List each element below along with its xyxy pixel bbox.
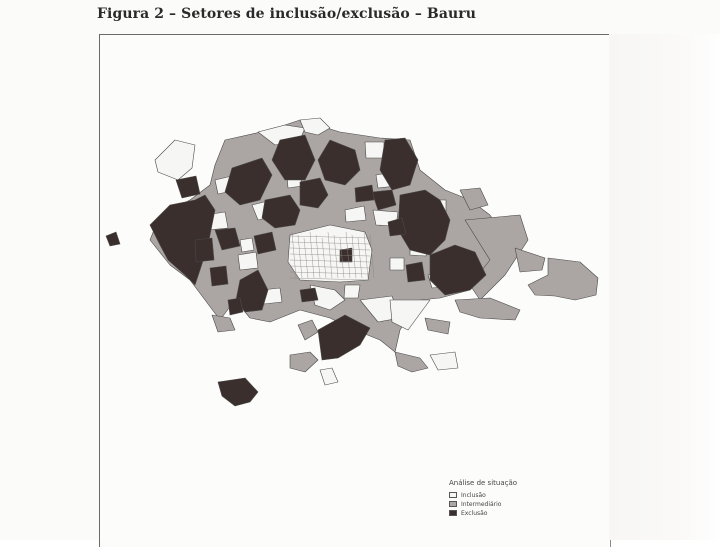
legend-label-inclusion: Inclusão	[461, 491, 486, 499]
intermediate-sector-7	[425, 318, 450, 334]
legend-item-exclusion	[449, 509, 559, 517]
inclusion-sector-3	[155, 140, 195, 180]
exclusion-sector-17	[406, 262, 425, 282]
exclusion-sector-8	[218, 378, 258, 406]
exclusion-sector-19	[254, 232, 276, 254]
intermediate-sector-2	[515, 248, 545, 272]
intermediate-sector-4	[455, 298, 520, 320]
exclusion-sector-14	[195, 238, 214, 262]
inclusion-sector-12	[238, 252, 258, 270]
legend-swatch-exclusion	[449, 510, 457, 516]
legend-label-exclusion: Exclusão	[461, 509, 488, 517]
exclusion-sector-22	[300, 288, 318, 302]
intermediate-sector-9	[212, 315, 235, 332]
intermediate-sector-5	[395, 352, 428, 372]
inclusion-sector-17	[390, 258, 404, 270]
figure-caption: Figura 2 – Setores de inclusão/exclusão – Bauru	[97, 6, 477, 22]
exclusion-sector-24	[106, 232, 120, 246]
inclusion-sector-21	[240, 238, 254, 252]
intermediate-sector-6	[298, 320, 318, 340]
legend-item-inclusion	[449, 491, 559, 499]
inclusion-sector-23	[344, 285, 360, 298]
inclusion-sector-8	[430, 352, 458, 370]
exclusion-sector-20	[210, 266, 228, 286]
intermediate-sector-8	[290, 352, 318, 372]
inclusion-sector-7	[320, 368, 338, 385]
legend-item-intermediate	[449, 500, 559, 508]
legend-swatch-inclusion	[449, 492, 457, 498]
legend-swatch-intermediate	[449, 501, 457, 507]
legend-title: Análise de situação	[449, 479, 518, 487]
exclusion-sector-16	[228, 298, 243, 315]
map-legend	[449, 479, 559, 518]
legend-label-intermediate: Intermediário	[461, 500, 502, 508]
exclusion-sector-18	[176, 176, 200, 198]
inclusion-sector-25	[365, 142, 384, 158]
exclusion-sector-15	[355, 185, 374, 202]
